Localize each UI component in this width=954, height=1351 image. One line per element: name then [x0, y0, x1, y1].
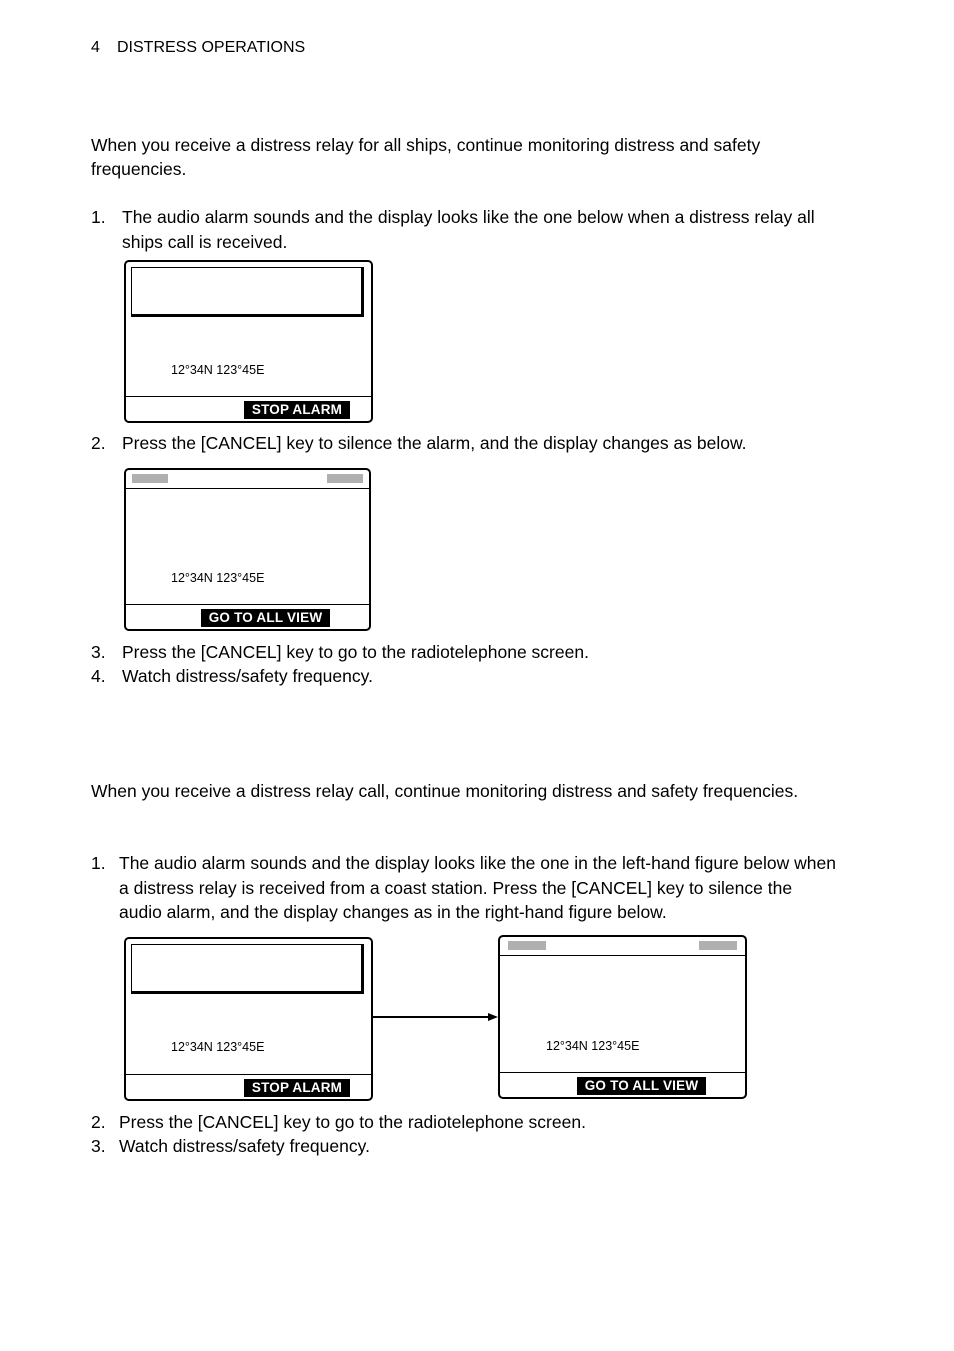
status-indicator-left [132, 474, 168, 483]
display-silenced-all-ships [124, 468, 371, 631]
section2-step-3 [91, 1134, 836, 1159]
status-bar [126, 470, 369, 489]
section2-intro: When you receive a distress relay call, continue monitoring distress and safety frequencies. [91, 781, 799, 801]
stop-alarm-softkey[interactable]: STOP ALARM [244, 401, 350, 419]
chapter-title: DISTRESS OPERATIONS [117, 39, 306, 56]
softkey-bar [126, 396, 371, 421]
softkey-bar [126, 604, 369, 629]
position-coordinates: 12°34N 123°45E [546, 1039, 640, 1053]
step-text: Press the [CANCEL] key to silence the alarm, and the display changes as below. [122, 433, 747, 453]
section2-step-2 [91, 1110, 836, 1135]
section2-step-1 [91, 851, 836, 925]
go-to-all-view-softkey[interactable]: GO TO ALL VIEW [577, 1077, 706, 1095]
position-coordinates: 12°34N 123°45E [171, 1040, 265, 1054]
section1-step-2 [91, 431, 836, 456]
section1-step-3 [91, 640, 836, 665]
step-number: 3. [91, 1136, 106, 1156]
display-silenced-coast-station [498, 935, 747, 1099]
go-to-all-view-softkey[interactable]: GO TO ALL VIEW [201, 609, 330, 627]
step-text: Press the [CANCEL] key to go to the radiotelephone screen. [119, 1112, 586, 1132]
section1-step-4 [91, 664, 836, 689]
status-indicator-right [327, 474, 363, 483]
step-text: Watch distress/safety frequency. [122, 666, 373, 686]
position-coordinates: 12°34N 123°45E [171, 571, 265, 585]
step-text: The audio alarm sounds and the display looks like the one in the left-hand figure below when a distress relay is received from a coast station. Press the [CANCEL] key to silence the audio alarm, and the display changes as in the right-hand figure below. [119, 853, 836, 922]
transition-arrow-line [373, 1016, 489, 1018]
alarm-message-box [131, 944, 364, 994]
step-number: 4. [91, 666, 106, 686]
chapter-number: 4 [91, 39, 100, 56]
step-text: Press the [CANCEL] key to go to the radiotelephone screen. [122, 642, 589, 662]
step-number: 2. [91, 433, 106, 453]
step-number: 1. [91, 207, 106, 227]
step-number: 1. [91, 853, 106, 873]
status-bar [500, 937, 745, 956]
softkey-bar [500, 1072, 745, 1097]
position-coordinates: 12°34N 123°45E [171, 363, 265, 377]
alarm-message-box [131, 267, 364, 317]
stop-alarm-softkey[interactable]: STOP ALARM [244, 1079, 350, 1097]
status-indicator-right [699, 941, 737, 950]
step-number: 2. [91, 1112, 106, 1132]
status-indicator-left [508, 941, 546, 950]
section1-step-1 [91, 205, 836, 254]
page-header [91, 39, 305, 57]
arrow-right-icon [488, 1013, 498, 1021]
display-alarm-coast-station [124, 937, 373, 1101]
section1-intro: When you receive a distress relay for all ships, continue monitoring distress and safety frequencies. [91, 135, 761, 179]
step-text: Watch distress/safety frequency. [119, 1136, 370, 1156]
display-alarm-all-ships [124, 260, 373, 423]
step-text: The audio alarm sounds and the display looks like the one below when a distress relay all ships call is received. [122, 207, 815, 252]
step-number: 3. [91, 642, 106, 662]
softkey-bar [126, 1074, 371, 1099]
